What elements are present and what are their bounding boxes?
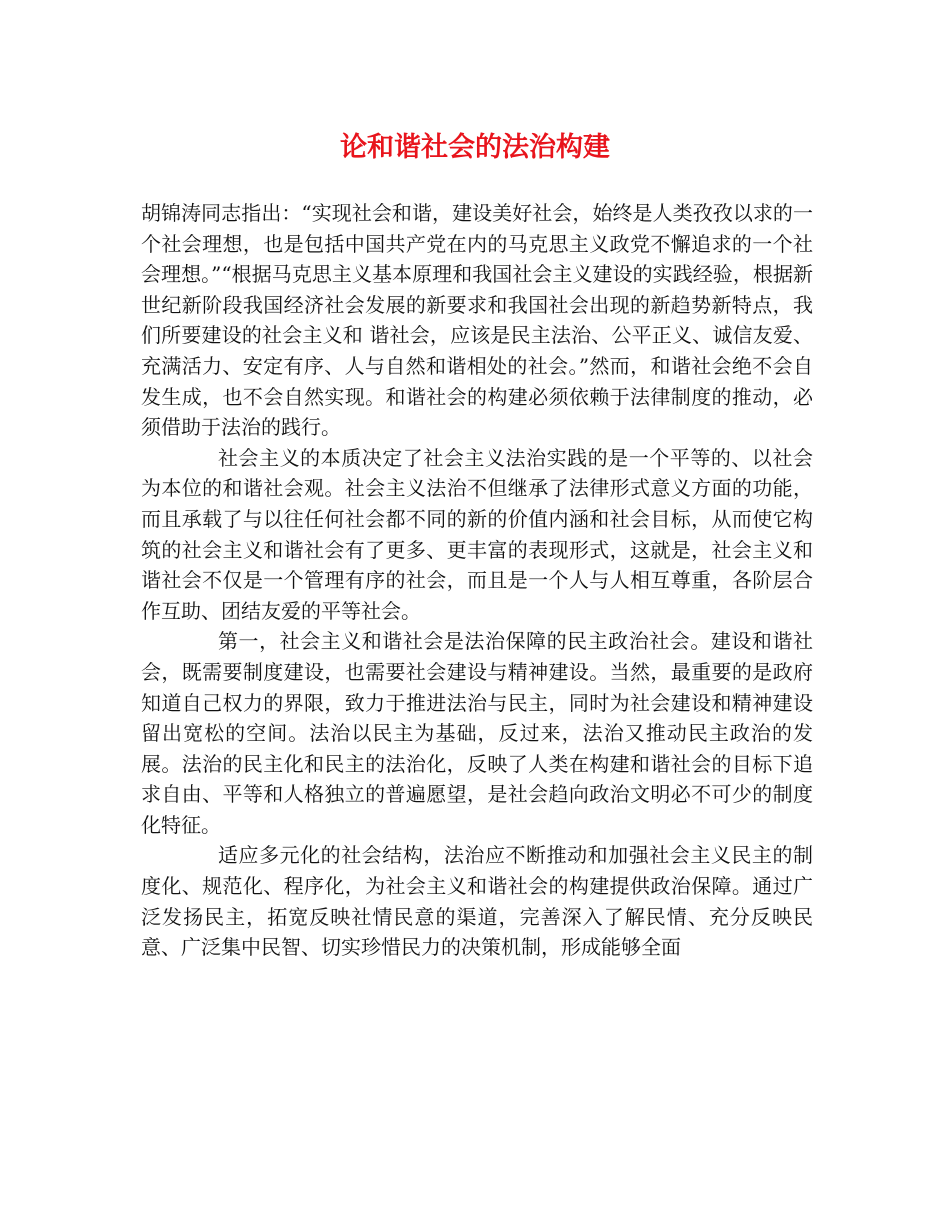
paragraph-1: 胡锦涛同志指出：“实现社会和谐，建设美好社会，始终是人类孜孜以求的一个社会理想，也是包括中国共产党在内的马克思主义政党不懈追求的一个社会理想。”“根据马克思主义基本原理和我国社会主义建设的实践经验，根据新世纪新阶段我国经济社会发展的新要求和我国社会出现的新趋势新特点，我们所要建设的社会主义和 谐社会，应该是民主法治、公平正义、诚信友爱、充满活力、安定有序、人与自然和谐相处的社会。”然而，和谐社会绝不会自发生成，也不会自然实现。和谐社会的构建必须依赖于法律制度的推动，必须借助于法治的践行。 xyxy=(141,201,813,440)
document-body xyxy=(141,198,813,963)
paragraph-3: 第一，社会主义和谐社会是法治保障的民主政治社会。建设和谐社会，既需要制度建设，也需要社会建设与精神建设。当然，最重要的是政府知道自己权力的界限，致力于推进法治与民主，同时为社会建设和精神建设留出宽松的空间。法治以民主为基础，反过来，法治又推动民主政治的发展。法治的民主化和民主的法治化，反映了人类在构建和谐社会的目标下追求自由、平等和人格独立的普遍愿望，是社会趋向政治文明必不可少的制度化特征。 xyxy=(141,629,813,837)
document-title: 论和谐社会的法治构建 xyxy=(340,132,610,163)
paragraph-4: 适应多元化的社会结构，法治应不断推动和加强社会主义民主的制度化、规范化、程序化，为社会主义和谐社会的构建提供政治保障。通过广泛发扬民主，拓宽反映社情民意的渠道，完善深入了解民情、充分反映民意、广泛集中民智、切实珍惜民力的决策机制，形成能够全面 xyxy=(141,843,813,960)
paragraph-2: 社会主义的本质决定了社会主义法治实践的是一个平等的、以社会为本位的和谐社会观。社会主义法治不但继承了法律形式意义方面的功能，而且承载了与以往任何社会都不同的新的价值内涵和社会目标，从而使它构筑的社会主义和谐社会有了更多、更丰富的表现形式，这就是，社会主义和谐社会不仅是一个管理有序的社会，而且是一个人与人相互尊重，各阶层合作互助、团结友爱的平等社会。 xyxy=(141,445,813,623)
